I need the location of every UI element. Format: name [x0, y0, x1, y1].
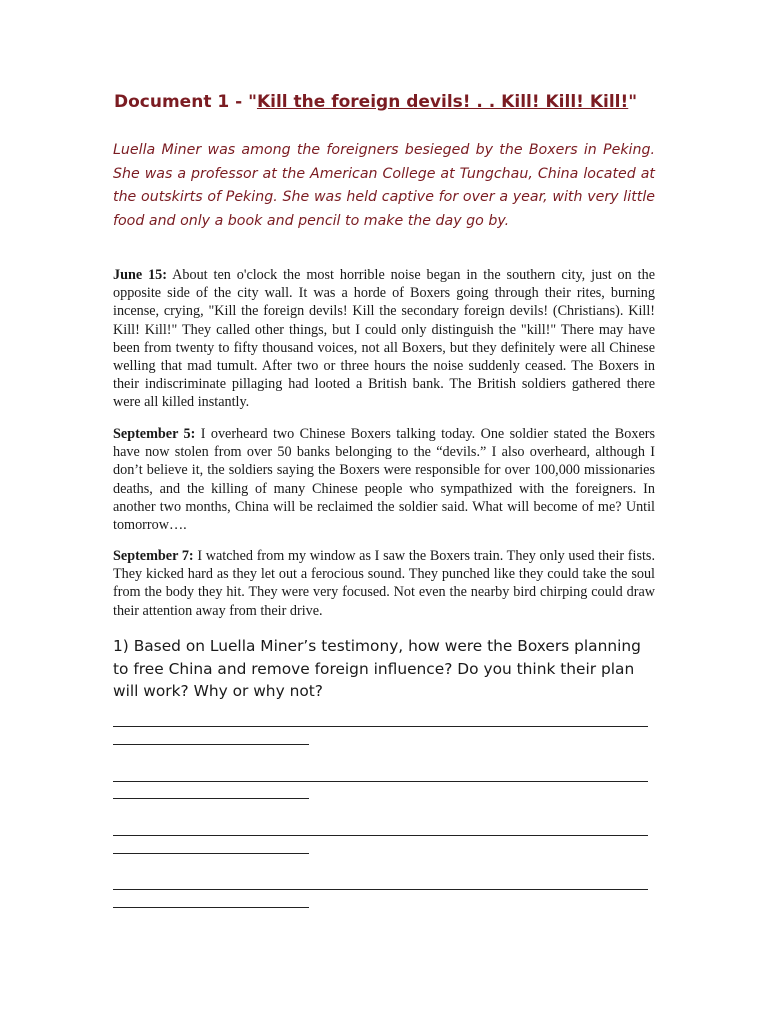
document-title-quote: Kill the foreign devils! . . Kill! Kill! Kill! — [256, 92, 629, 112]
question-1: 1) Based on Luella Miner’s testimony, how were the Boxers planning to free China and remove foreign influence? Do you think their plan will work? Why or why not? — [113, 637, 641, 700]
answer-line[interactable] — [113, 853, 309, 854]
answer-line[interactable] — [113, 781, 648, 782]
answer-line[interactable] — [113, 835, 648, 836]
entry-text: I overheard two Chinese Boxers talking today. One soldier stated the Boxers have now stolen from over 50 banks belonging to the “devils.” I also overheard, although I don’t believe it, the soldiers saying the Boxers were responsible for over 100,000 missionaries deaths, and the killing of many Chinese people who sympathized with the foreigners. In another two months, China will be reclaimed the soldier said. What will become of me? Until tomorrow…. — [113, 426, 655, 534]
entry-text: I watched from my window as I saw the Boxers train. They only used their fists. They kicked hard as they let out a ferocious sound. They punched like they could take the soul from the body they hit. They were very focused. Not even the nearby bird chirping could draw their attention away from their drive. — [113, 548, 655, 619]
diary-entry-september-7 — [113, 547, 655, 620]
entry-date: September 5: — [113, 426, 196, 442]
entry-date: September 7: — [113, 548, 194, 564]
diary-entry-june-15 — [113, 266, 655, 412]
answer-line[interactable] — [113, 744, 309, 745]
document-title-suffix: " — [628, 92, 638, 112]
answer-line[interactable] — [113, 907, 309, 908]
answer-line[interactable] — [113, 889, 648, 890]
entry-date: June 15: — [113, 267, 168, 283]
entry-text: About ten o'clock the most horrible noise began in the southern city, just on the opposite side of the city wall. It was a horde of Boxers going through their rites, burning incense, crying, "Kill the foreign devils! Kill the secondary foreign devils! (Christians). Kill! Kill! Kill!" They called other things, but I could only distinguish the "kill!" There may have been from twenty to fifty thousand voices, not all Boxers, but they definitely were all Chinese welling that mad tumult. After two or three hours the noise suddenly ceased. The Boxers in their indiscriminate pillaging had looted a British bank. The British soldiers gathered there were all killed instantly. — [113, 267, 655, 411]
document-title — [114, 92, 674, 112]
diary-entry-september-5 — [113, 425, 655, 534]
answer-line[interactable] — [113, 726, 648, 727]
answer-line[interactable] — [113, 798, 309, 799]
intro-paragraph: Luella Miner was among the foreigners besieged by the Boxers in Peking. She was a professor at the American College at Tungchau, China located at the outskirts of Peking. She was held captive for over a year, with very little food and only a book and pencil to make the day go by. — [113, 142, 655, 229]
document-title-prefix: Document 1 - " — [114, 92, 257, 112]
